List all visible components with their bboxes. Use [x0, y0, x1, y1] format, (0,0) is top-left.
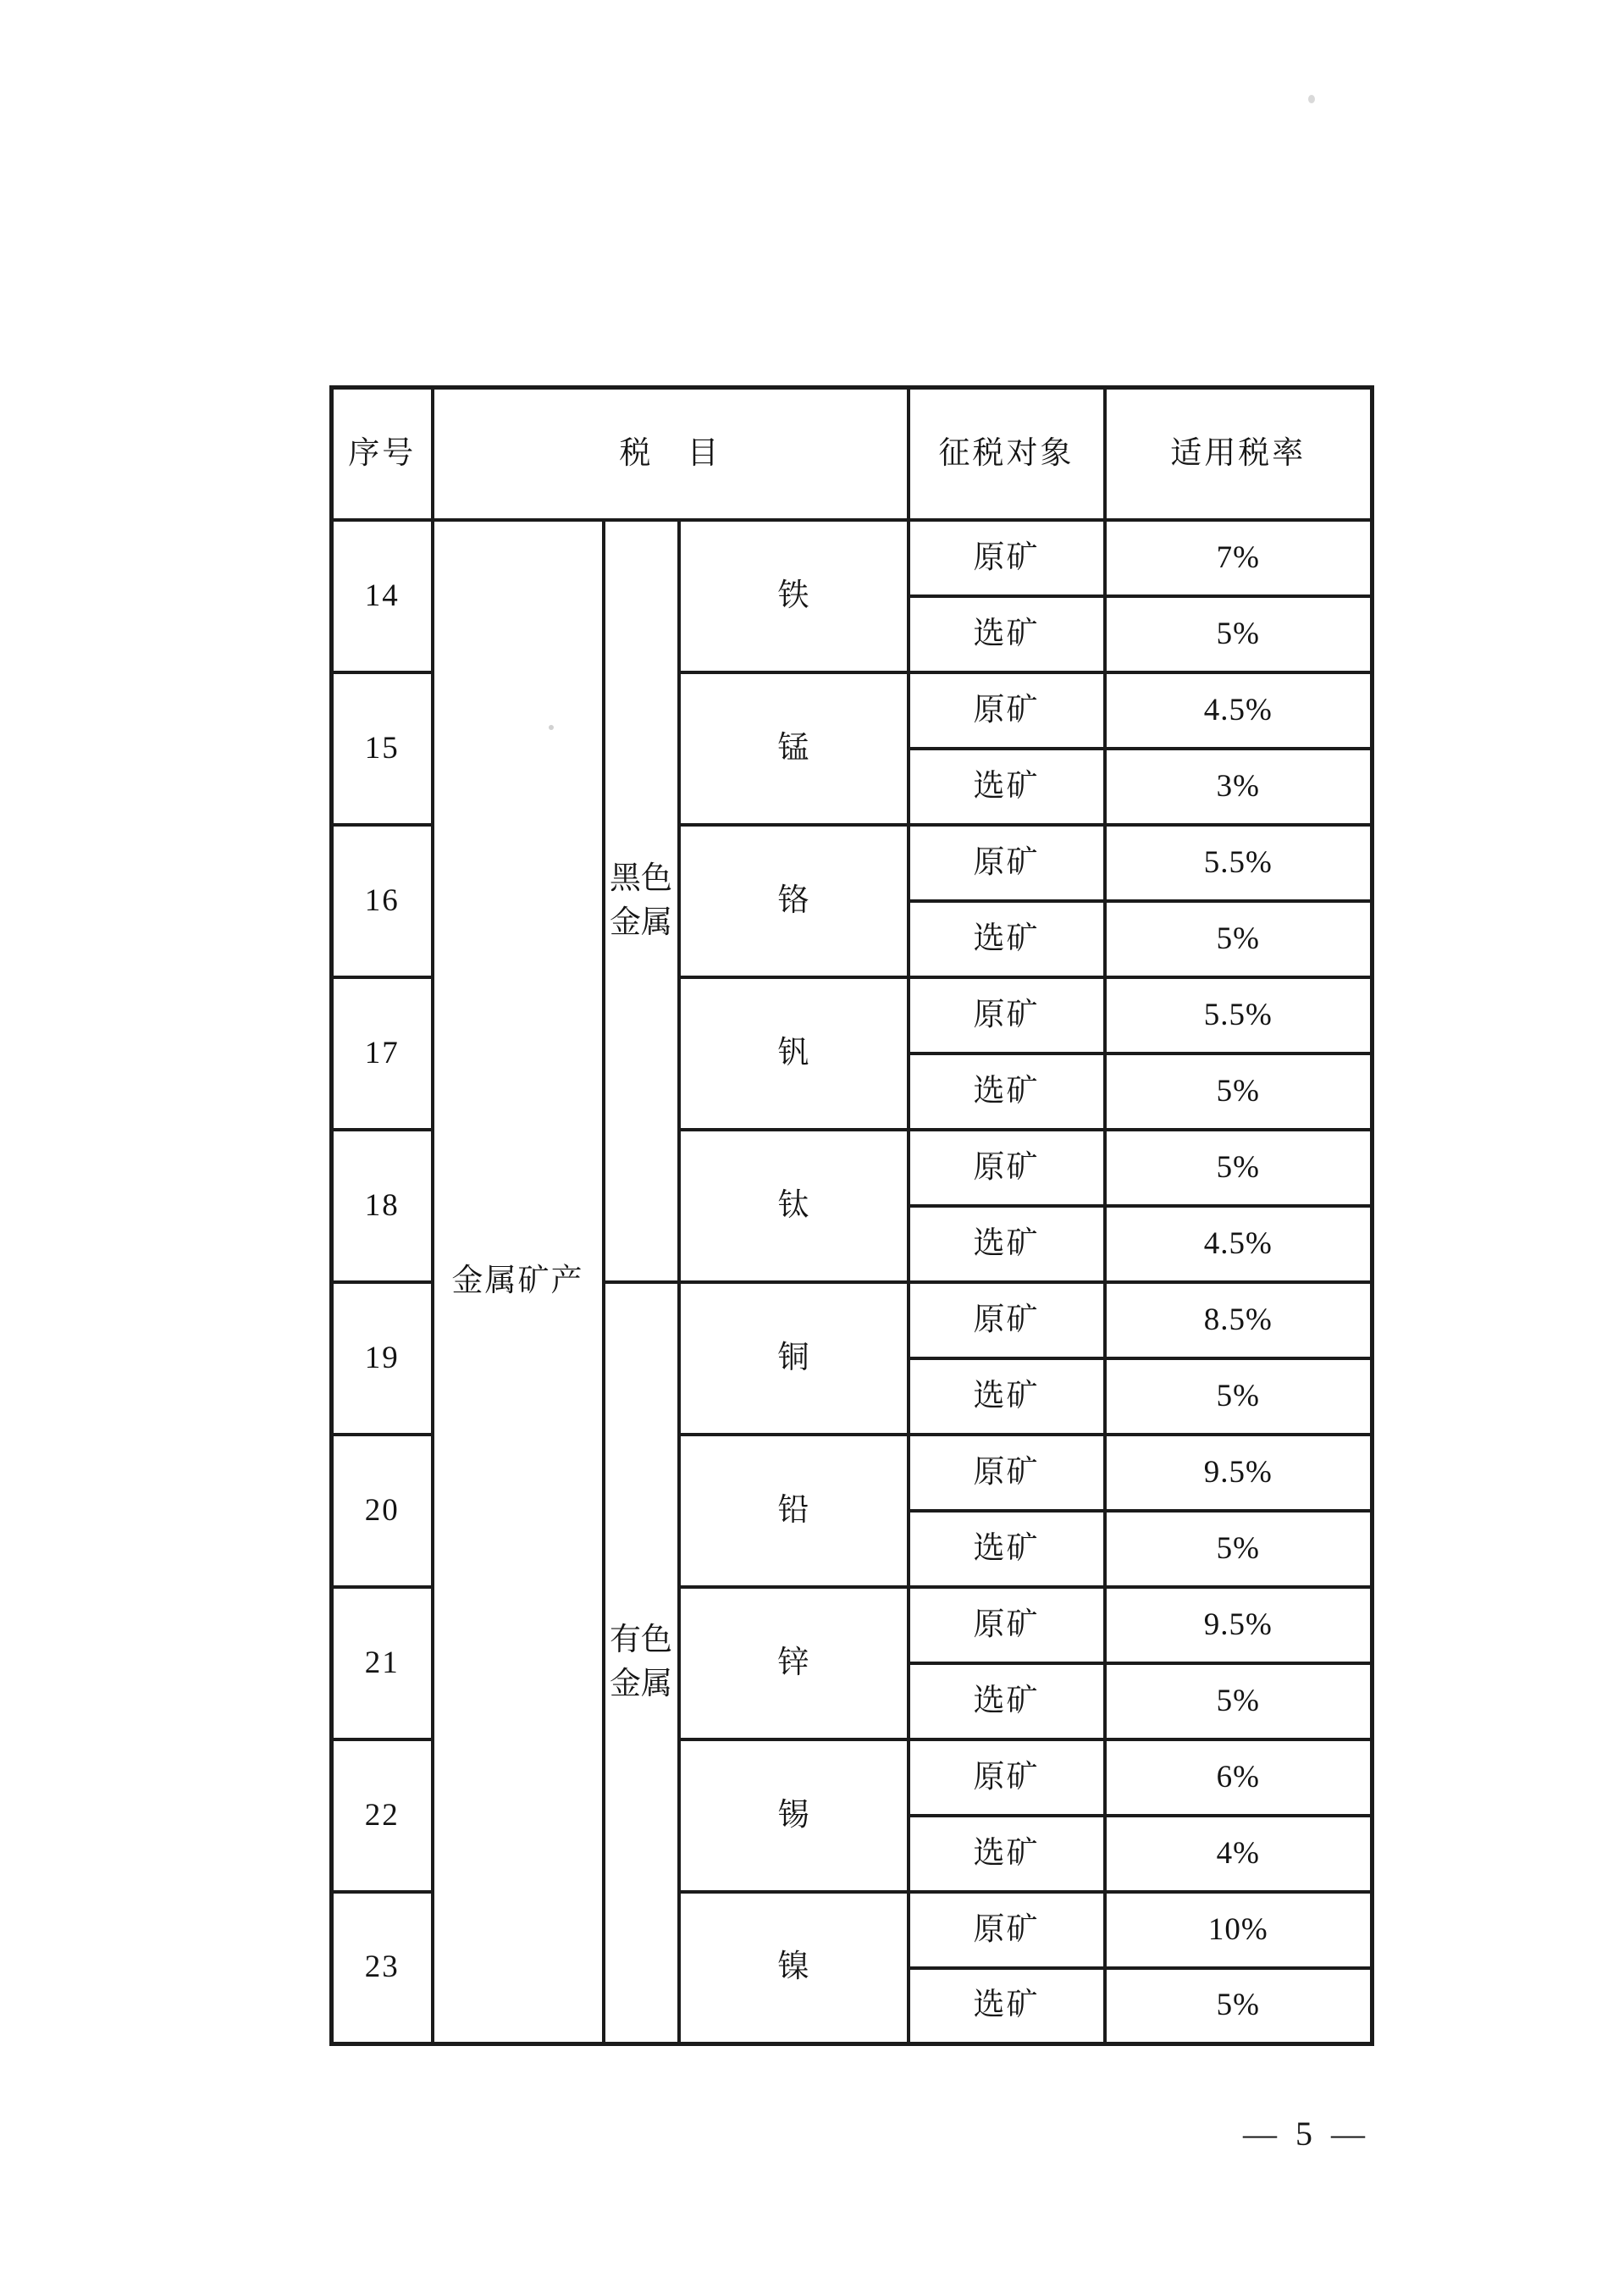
mineral-name-cell: 钛: [679, 1130, 909, 1282]
tax-object-cell: 选矿: [909, 596, 1105, 672]
subgroup-ferrous-metal-cell: 黑色金属: [604, 520, 679, 1282]
tax-rate-cell: 5.5%: [1105, 825, 1373, 901]
tax-rate-cell: 4%: [1105, 1816, 1373, 1892]
mineral-name-cell: 锰: [679, 672, 909, 825]
tax-object-cell: 原矿: [909, 520, 1105, 596]
tax-rate-cell: 5%: [1105, 596, 1373, 672]
page-number: — 5 —: [1243, 2115, 1370, 2153]
tax-rate-cell: 10%: [1105, 1892, 1373, 1968]
scan-speck: [1308, 95, 1315, 103]
mineral-name-cell: 锡: [679, 1739, 909, 1892]
tax-object-cell: 原矿: [909, 825, 1105, 901]
tax-object-cell: 选矿: [909, 1663, 1105, 1739]
serial-number-cell: 14: [332, 520, 433, 672]
mineral-name-cell: 铁: [679, 520, 909, 672]
tax-object-cell: 原矿: [909, 1587, 1105, 1663]
tax-object-cell: 选矿: [909, 1816, 1105, 1892]
tax-rate-cell: 5%: [1105, 1663, 1373, 1739]
serial-number-cell: 16: [332, 825, 433, 977]
serial-number-cell: 19: [332, 1282, 433, 1435]
mineral-name-cell: 铬: [679, 825, 909, 977]
tax-rate-cell: 7%: [1105, 520, 1373, 596]
tax-rate-cell: 9.5%: [1105, 1587, 1373, 1663]
serial-number-cell: 15: [332, 672, 433, 825]
tax-rate-cell: 6%: [1105, 1739, 1373, 1816]
serial-number-cell: 18: [332, 1130, 433, 1282]
tax-rate-cell: 8.5%: [1105, 1282, 1373, 1358]
tax-object-cell: 选矿: [909, 1053, 1105, 1130]
tax-rate-cell: 9.5%: [1105, 1435, 1373, 1511]
tax-rate-cell: 5%: [1105, 1358, 1373, 1435]
tax-object-cell: 选矿: [909, 901, 1105, 977]
mineral-name-cell: 铅: [679, 1435, 909, 1587]
mineral-name-cell: 镍: [679, 1892, 909, 2044]
mineral-name-cell: 锌: [679, 1587, 909, 1739]
tax-object-cell: 选矿: [909, 1968, 1105, 2044]
mineral-name-cell: 铜: [679, 1282, 909, 1435]
serial-number-cell: 17: [332, 977, 433, 1130]
header-tax-item: 税 目: [433, 388, 909, 520]
table-row: [332, 520, 1373, 596]
serial-number-cell: 22: [332, 1739, 433, 1892]
tax-object-cell: 原矿: [909, 1130, 1105, 1206]
tax-rate-cell: 3%: [1105, 749, 1373, 825]
tax-object-cell: 选矿: [909, 1206, 1105, 1282]
tax-rate-cell: 5%: [1105, 1968, 1373, 2044]
serial-number-cell: 23: [332, 1892, 433, 2044]
header-applicable-rate: 适用税率: [1105, 388, 1373, 520]
tax-rate-cell: 5%: [1105, 1130, 1373, 1206]
tax-rate-cell: 5%: [1105, 1511, 1373, 1587]
tax-object-cell: 原矿: [909, 1739, 1105, 1816]
tax-object-cell: 原矿: [909, 1435, 1105, 1511]
serial-number-cell: 21: [332, 1587, 433, 1739]
tax-rate-table: [329, 385, 1374, 2046]
tax-object-cell: 原矿: [909, 1282, 1105, 1358]
tax-rate-cell: 4.5%: [1105, 1206, 1373, 1282]
mineral-name-cell: 钒: [679, 977, 909, 1130]
tax-object-cell: 原矿: [909, 1892, 1105, 1968]
tax-object-cell: 选矿: [909, 749, 1105, 825]
tax-object-cell: 原矿: [909, 672, 1105, 749]
header-serial-number: 序号: [332, 388, 433, 520]
header-tax-object: 征税对象: [909, 388, 1105, 520]
subgroup-nonferrous-metal-cell: 有色金属: [604, 1282, 679, 2044]
tax-rate-cell: 4.5%: [1105, 672, 1373, 749]
tax-object-cell: 原矿: [909, 977, 1105, 1053]
tax-rate-cell: 5%: [1105, 1053, 1373, 1130]
serial-number-cell: 20: [332, 1435, 433, 1587]
tax-rate-cell: 5%: [1105, 901, 1373, 977]
category-metal-minerals-cell: 金属矿产: [433, 520, 604, 2044]
table-header-row: [332, 388, 1373, 520]
tax-object-cell: 选矿: [909, 1358, 1105, 1435]
tax-rate-cell: 5.5%: [1105, 977, 1373, 1053]
tax-object-cell: 选矿: [909, 1511, 1105, 1587]
